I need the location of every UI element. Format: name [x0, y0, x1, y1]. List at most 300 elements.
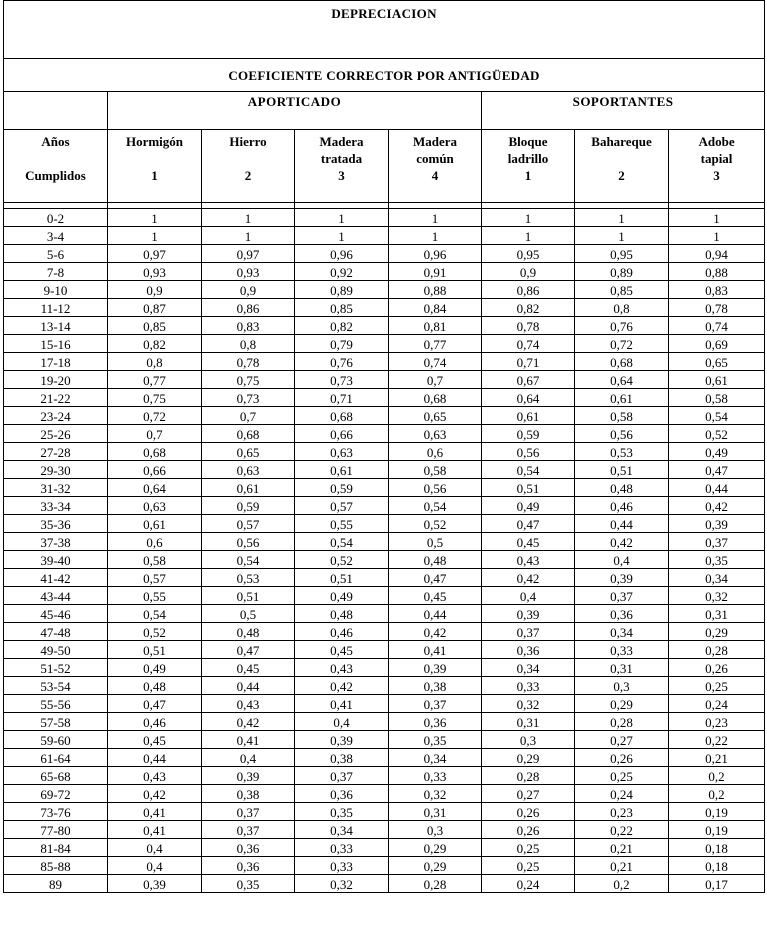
age-range-cell: 31-32: [4, 479, 108, 497]
coefficient-cell: 0,19: [669, 821, 765, 839]
coefficient-cell: 0,33: [295, 857, 389, 875]
coefficient-cell: 0,22: [575, 821, 669, 839]
coefficient-cell: 0,2: [669, 785, 765, 803]
coefficient-cell: 0,48: [575, 479, 669, 497]
depreciation-document: [3, 0, 765, 893]
coefficient-cell: 0,39: [108, 875, 202, 893]
coefficient-cell: 0,54: [669, 407, 765, 425]
coefficient-cell: 0,85: [108, 317, 202, 335]
coefficient-cell: 0,29: [575, 695, 669, 713]
coefficient-cell: 0,45: [389, 587, 482, 605]
column-header-line: [575, 150, 668, 167]
table-row: [4, 857, 765, 875]
group-header-aporticado: APORTICADO: [108, 92, 482, 130]
coefficient-cell: 0,97: [108, 245, 202, 263]
coefficient-cell: 0,55: [108, 587, 202, 605]
coefficient-cell: 0,77: [389, 335, 482, 353]
coefficient-cell: 0,34: [295, 821, 389, 839]
coefficient-cell: 0,34: [669, 569, 765, 587]
coefficient-cell: 0,86: [482, 281, 575, 299]
coefficient-cell: 0,57: [202, 515, 295, 533]
coefficient-cell: 0,4: [575, 551, 669, 569]
age-range-cell: 27-28: [4, 443, 108, 461]
coefficient-cell: 0,52: [295, 551, 389, 569]
coefficient-cell: 0,47: [482, 515, 575, 533]
table-row: [4, 389, 765, 407]
coefficient-cell: 0,49: [482, 497, 575, 515]
coefficient-cell: 0,45: [482, 533, 575, 551]
coefficient-cell: 0,26: [482, 803, 575, 821]
table-row: [4, 317, 765, 335]
table-row: [4, 479, 765, 497]
coefficient-cell: 0,54: [202, 551, 295, 569]
coefficient-cell: 0,85: [575, 281, 669, 299]
table-row: [4, 659, 765, 677]
coefficient-cell: 0,51: [482, 479, 575, 497]
coefficient-cell: 0,51: [295, 569, 389, 587]
age-range-cell: 5-6: [4, 245, 108, 263]
table-row: [4, 605, 765, 623]
coefficient-cell: 0,65: [389, 407, 482, 425]
coefficient-cell: 0,39: [389, 659, 482, 677]
age-range-cell: 55-56: [4, 695, 108, 713]
coefficient-cell: 0,31: [669, 605, 765, 623]
coefficient-cell: 0,6: [108, 533, 202, 551]
coefficient-cell: 1: [389, 227, 482, 245]
column-header-line: 1: [524, 168, 532, 183]
age-range-cell: 3-4: [4, 227, 108, 245]
column-header-line: Adobe: [698, 134, 735, 149]
coefficient-cell: 0,8: [575, 299, 669, 317]
age-range-cell: 57-58: [4, 713, 108, 731]
coefficient-cell: 0,56: [575, 425, 669, 443]
coefficient-cell: 0,72: [575, 335, 669, 353]
table-row: [4, 425, 765, 443]
coefficient-cell: 0,89: [295, 281, 389, 299]
column-header-line: 2: [244, 168, 252, 183]
coefficient-cell: 1: [669, 209, 765, 227]
coefficient-cell: 0,28: [389, 875, 482, 893]
age-range-cell: 51-52: [4, 659, 108, 677]
coefficient-cell: 0,54: [295, 533, 389, 551]
coefficient-cell: 0,94: [669, 245, 765, 263]
coefficient-cell: 0,49: [669, 443, 765, 461]
coefficient-cell: 0,37: [202, 821, 295, 839]
coefficient-cell: 0,43: [295, 659, 389, 677]
coefficient-cell: 0,73: [202, 389, 295, 407]
table-subtitle: COEFICIENTE CORRECTOR POR ANTIGÜEDAD: [4, 59, 765, 92]
table-row: [4, 713, 765, 731]
column-header-line: [4, 150, 107, 167]
coefficient-cell: 0,66: [108, 461, 202, 479]
coefficient-cell: 0,42: [669, 497, 765, 515]
coefficient-cell: 0,53: [202, 569, 295, 587]
coefficient-cell: 0,42: [389, 623, 482, 641]
coefficient-cell: 0,45: [202, 659, 295, 677]
coefficient-cell: 0,48: [389, 551, 482, 569]
coefficient-cell: 0,69: [669, 335, 765, 353]
coefficient-cell: 0,8: [108, 353, 202, 371]
coefficient-cell: 0,57: [295, 497, 389, 515]
coefficient-cell: 0,31: [389, 803, 482, 821]
column-header-line: Hierro: [229, 134, 267, 149]
coefficient-cell: 0,44: [389, 605, 482, 623]
coefficient-cell: 0,37: [669, 533, 765, 551]
coefficient-cell: 0,37: [295, 767, 389, 785]
coefficient-cell: 0,33: [482, 677, 575, 695]
column-header-line: común: [416, 151, 454, 166]
coefficient-cell: 0,26: [482, 821, 575, 839]
coefficient-cell: 0,96: [295, 245, 389, 263]
coefficient-cell: 0,36: [482, 641, 575, 659]
coefficient-cell: 0,42: [295, 677, 389, 695]
coefficient-cell: 0,61: [669, 371, 765, 389]
column-header-line: Madera: [319, 134, 364, 149]
table-row: [4, 749, 765, 767]
coefficient-cell: 0,38: [202, 785, 295, 803]
age-range-cell: 17-18: [4, 353, 108, 371]
coefficient-cell: 0,36: [202, 857, 295, 875]
coefficient-cell: 0,47: [202, 641, 295, 659]
age-range-cell: 89: [4, 875, 108, 893]
age-range-cell: 13-14: [4, 317, 108, 335]
coefficient-cell: 0,63: [202, 461, 295, 479]
coefficient-cell: 0,52: [389, 515, 482, 533]
column-header-row: [4, 130, 765, 203]
column-header-line: 3: [713, 168, 720, 183]
table-row: [4, 371, 765, 389]
coefficient-cell: 0,35: [669, 551, 765, 569]
column-header-line: Años: [41, 134, 70, 149]
coefficient-cell: 0,39: [482, 605, 575, 623]
coefficient-cell: 0,5: [389, 533, 482, 551]
age-range-cell: 47-48: [4, 623, 108, 641]
coefficient-cell: 0,33: [295, 839, 389, 857]
coefficient-cell: 0,49: [108, 659, 202, 677]
column-header-line: Cumplidos: [25, 168, 86, 183]
coefficient-cell: 1: [482, 227, 575, 245]
coefficient-cell: 1: [669, 227, 765, 245]
coefficient-cell: 0,7: [108, 425, 202, 443]
coefficient-cell: 0,44: [202, 677, 295, 695]
coefficient-cell: 0,35: [202, 875, 295, 893]
coefficient-cell: 0,25: [482, 857, 575, 875]
coefficient-cell: 0,29: [389, 839, 482, 857]
column-header-line: Bahareque: [591, 134, 652, 149]
coefficient-cell: 0,89: [575, 263, 669, 281]
depreciation-table: [3, 0, 765, 893]
column-header-line: Madera: [412, 134, 458, 149]
coefficient-cell: 0,85: [295, 299, 389, 317]
coefficient-cell: 0,29: [482, 749, 575, 767]
coefficient-cell: 0,79: [295, 335, 389, 353]
coefficient-cell: 0,93: [202, 263, 295, 281]
coefficient-cell: 0,64: [482, 389, 575, 407]
coefficient-cell: 1: [202, 227, 295, 245]
coefficient-cell: 0,37: [575, 587, 669, 605]
coefficient-cell: 0,68: [202, 425, 295, 443]
column-header-line: tapial: [700, 151, 733, 166]
coefficient-cell: 0,21: [575, 839, 669, 857]
coefficient-cell: 0,67: [482, 371, 575, 389]
column-header-line: Hormigón: [125, 134, 184, 149]
coefficient-cell: 0,5: [202, 605, 295, 623]
coefficient-cell: 0,51: [575, 461, 669, 479]
column-header: [4, 130, 108, 203]
coefficient-cell: 0,3: [389, 821, 482, 839]
coefficient-cell: 0,24: [669, 695, 765, 713]
coefficient-cell: 0,86: [202, 299, 295, 317]
table-row: [4, 839, 765, 857]
coefficient-cell: 0,8: [202, 335, 295, 353]
coefficient-cell: 0,92: [295, 263, 389, 281]
coefficient-cell: 0,36: [389, 713, 482, 731]
coefficient-cell: 0,22: [669, 731, 765, 749]
coefficient-cell: 0,63: [389, 425, 482, 443]
coefficient-cell: 0,42: [108, 785, 202, 803]
coefficient-cell: 0,56: [389, 479, 482, 497]
coefficient-cell: 0,54: [108, 605, 202, 623]
table-row: [4, 767, 765, 785]
coefficient-cell: 0,41: [108, 803, 202, 821]
coefficient-cell: 0,34: [389, 749, 482, 767]
coefficient-cell: 0,46: [295, 623, 389, 641]
table-row: [4, 587, 765, 605]
column-header: [669, 130, 765, 203]
coefficient-cell: 0,46: [575, 497, 669, 515]
coefficient-cell: 0,9: [202, 281, 295, 299]
table-row: [4, 821, 765, 839]
coefficient-cell: 0,28: [575, 713, 669, 731]
coefficient-cell: 0,42: [202, 713, 295, 731]
column-header: [202, 130, 295, 203]
coefficient-cell: 0,41: [202, 731, 295, 749]
coefficient-cell: 0,73: [295, 371, 389, 389]
coefficient-cell: 0,55: [295, 515, 389, 533]
coefficient-cell: 0,45: [295, 641, 389, 659]
coefficient-cell: 0,37: [482, 623, 575, 641]
coefficient-cell: 0,35: [295, 803, 389, 821]
age-range-cell: 29-30: [4, 461, 108, 479]
coefficient-cell: 0,39: [575, 569, 669, 587]
coefficient-cell: 0,18: [669, 857, 765, 875]
table-row: [4, 497, 765, 515]
table-title: DEPRECIACION: [4, 1, 765, 59]
age-range-cell: 59-60: [4, 731, 108, 749]
column-header-line: Bloque: [508, 134, 548, 149]
table-row: [4, 227, 765, 245]
coefficient-cell: 0,39: [669, 515, 765, 533]
age-range-cell: 21-22: [4, 389, 108, 407]
coefficient-cell: 0,27: [575, 731, 669, 749]
table-row: [4, 263, 765, 281]
coefficient-cell: 0,43: [202, 695, 295, 713]
coefficient-cell: 1: [108, 209, 202, 227]
coefficient-cell: 0,34: [482, 659, 575, 677]
table-row: [4, 875, 765, 893]
table-row: [4, 353, 765, 371]
table-row: [4, 551, 765, 569]
coefficient-cell: 0,41: [295, 695, 389, 713]
coefficient-cell: 1: [389, 209, 482, 227]
coefficient-cell: 0,32: [669, 587, 765, 605]
coefficient-cell: 0,83: [202, 317, 295, 335]
coefficient-cell: 0,43: [482, 551, 575, 569]
age-range-cell: 45-46: [4, 605, 108, 623]
coefficient-cell: 0,61: [482, 407, 575, 425]
coefficient-cell: 0,65: [202, 443, 295, 461]
coefficient-cell: 0,71: [295, 389, 389, 407]
coefficient-cell: 0,35: [389, 731, 482, 749]
table-row: [4, 641, 765, 659]
coefficient-cell: 0,58: [108, 551, 202, 569]
table-row: [4, 443, 765, 461]
table-row: [4, 785, 765, 803]
table-row: [4, 677, 765, 695]
coefficient-cell: 0,49: [295, 587, 389, 605]
coefficient-cell: 0,57: [108, 569, 202, 587]
table-row: [4, 281, 765, 299]
coefficient-cell: 0,4: [295, 713, 389, 731]
age-range-cell: 69-72: [4, 785, 108, 803]
coefficient-cell: 0,91: [389, 263, 482, 281]
coefficient-cell: 0,48: [202, 623, 295, 641]
coefficient-cell: 0,61: [108, 515, 202, 533]
coefficient-cell: 0,26: [575, 749, 669, 767]
coefficient-cell: 0,28: [482, 767, 575, 785]
coefficient-cell: 0,77: [108, 371, 202, 389]
coefficient-cell: 0,61: [295, 461, 389, 479]
coefficient-cell: 0,78: [669, 299, 765, 317]
coefficient-cell: 0,17: [669, 875, 765, 893]
column-header-line: 3: [338, 168, 345, 183]
coefficient-cell: 0,68: [389, 389, 482, 407]
coefficient-cell: 0,32: [482, 695, 575, 713]
coefficient-cell: 0,59: [202, 497, 295, 515]
coefficient-cell: 0,83: [669, 281, 765, 299]
table-row: [4, 461, 765, 479]
coefficient-cell: 0,51: [202, 587, 295, 605]
column-header-line: tratada: [320, 151, 363, 166]
table-row: [4, 245, 765, 263]
coefficient-cell: 0,58: [669, 389, 765, 407]
coefficient-cell: 0,24: [482, 875, 575, 893]
coefficient-cell: 0,39: [295, 731, 389, 749]
coefficient-cell: 0,19: [669, 803, 765, 821]
age-range-cell: 25-26: [4, 425, 108, 443]
column-header: [108, 130, 202, 203]
coefficient-cell: 0,4: [108, 839, 202, 857]
coefficient-cell: 0,33: [389, 767, 482, 785]
coefficient-cell: 0,88: [389, 281, 482, 299]
coefficient-cell: 0,63: [108, 497, 202, 515]
coefficient-cell: 0,64: [575, 371, 669, 389]
coefficient-cell: 0,48: [108, 677, 202, 695]
coefficient-cell: 0,82: [482, 299, 575, 317]
coefficient-cell: 0,4: [202, 749, 295, 767]
table-row: [4, 623, 765, 641]
age-range-cell: 61-64: [4, 749, 108, 767]
coefficient-cell: 0,41: [108, 821, 202, 839]
coefficient-cell: 0,9: [482, 263, 575, 281]
coefficient-cell: 0,18: [669, 839, 765, 857]
coefficient-cell: 0,2: [669, 767, 765, 785]
coefficient-cell: 0,58: [389, 461, 482, 479]
coefficient-cell: 0,78: [482, 317, 575, 335]
coefficient-cell: 0,25: [669, 677, 765, 695]
coefficient-cell: 0,36: [575, 605, 669, 623]
coefficient-cell: 0,95: [482, 245, 575, 263]
age-range-cell: 39-40: [4, 551, 108, 569]
coefficient-cell: 0,82: [108, 335, 202, 353]
coefficient-cell: 0,56: [482, 443, 575, 461]
coefficient-cell: 0,88: [669, 263, 765, 281]
coefficient-cell: 0,42: [575, 533, 669, 551]
age-range-cell: 41-42: [4, 569, 108, 587]
coefficient-cell: 0,36: [295, 785, 389, 803]
age-range-cell: 19-20: [4, 371, 108, 389]
coefficient-cell: 0,61: [202, 479, 295, 497]
coefficient-cell: 0,44: [575, 515, 669, 533]
coefficient-cell: 0,39: [202, 767, 295, 785]
coefficient-cell: 0,53: [575, 443, 669, 461]
coefficient-cell: 0,61: [575, 389, 669, 407]
column-header-line: 4: [431, 168, 439, 183]
coefficient-cell: 0,31: [575, 659, 669, 677]
coefficient-cell: 0,36: [202, 839, 295, 857]
coefficient-cell: 0,27: [482, 785, 575, 803]
coefficient-cell: 0,7: [389, 371, 482, 389]
table-row: [4, 209, 765, 227]
coefficient-cell: 0,3: [482, 731, 575, 749]
coefficient-cell: 0,93: [108, 263, 202, 281]
coefficient-cell: 0,54: [482, 461, 575, 479]
age-range-cell: 81-84: [4, 839, 108, 857]
age-range-cell: 85-88: [4, 857, 108, 875]
coefficient-cell: 0,2: [575, 875, 669, 893]
age-range-cell: 49-50: [4, 641, 108, 659]
coefficient-cell: 0,58: [575, 407, 669, 425]
table-row: [4, 695, 765, 713]
coefficient-cell: 0,38: [389, 677, 482, 695]
coefficient-cell: 0,43: [108, 767, 202, 785]
coefficient-cell: 0,44: [669, 479, 765, 497]
age-range-cell: 33-34: [4, 497, 108, 515]
age-range-cell: 7-8: [4, 263, 108, 281]
coefficient-cell: 0,75: [202, 371, 295, 389]
age-range-cell: 35-36: [4, 515, 108, 533]
coefficient-cell: 0,56: [202, 533, 295, 551]
coefficient-cell: 0,28: [669, 641, 765, 659]
coefficient-cell: 1: [295, 209, 389, 227]
coefficient-cell: 0,4: [482, 587, 575, 605]
coefficient-cell: 0,68: [108, 443, 202, 461]
age-range-cell: 11-12: [4, 299, 108, 317]
coefficient-cell: 0,21: [575, 857, 669, 875]
coefficient-cell: 0,44: [108, 749, 202, 767]
coefficient-cell: 0,42: [482, 569, 575, 587]
coefficient-cell: 0,47: [669, 461, 765, 479]
coefficient-cell: 0,4: [108, 857, 202, 875]
coefficient-cell: 0,41: [389, 641, 482, 659]
column-header-line: ladrillo: [507, 151, 549, 166]
coefficient-cell: 0,24: [575, 785, 669, 803]
coefficient-cell: 0,37: [389, 695, 482, 713]
table-row: [4, 569, 765, 587]
table-row: [4, 803, 765, 821]
coefficient-cell: 0,37: [202, 803, 295, 821]
table-row: [4, 533, 765, 551]
